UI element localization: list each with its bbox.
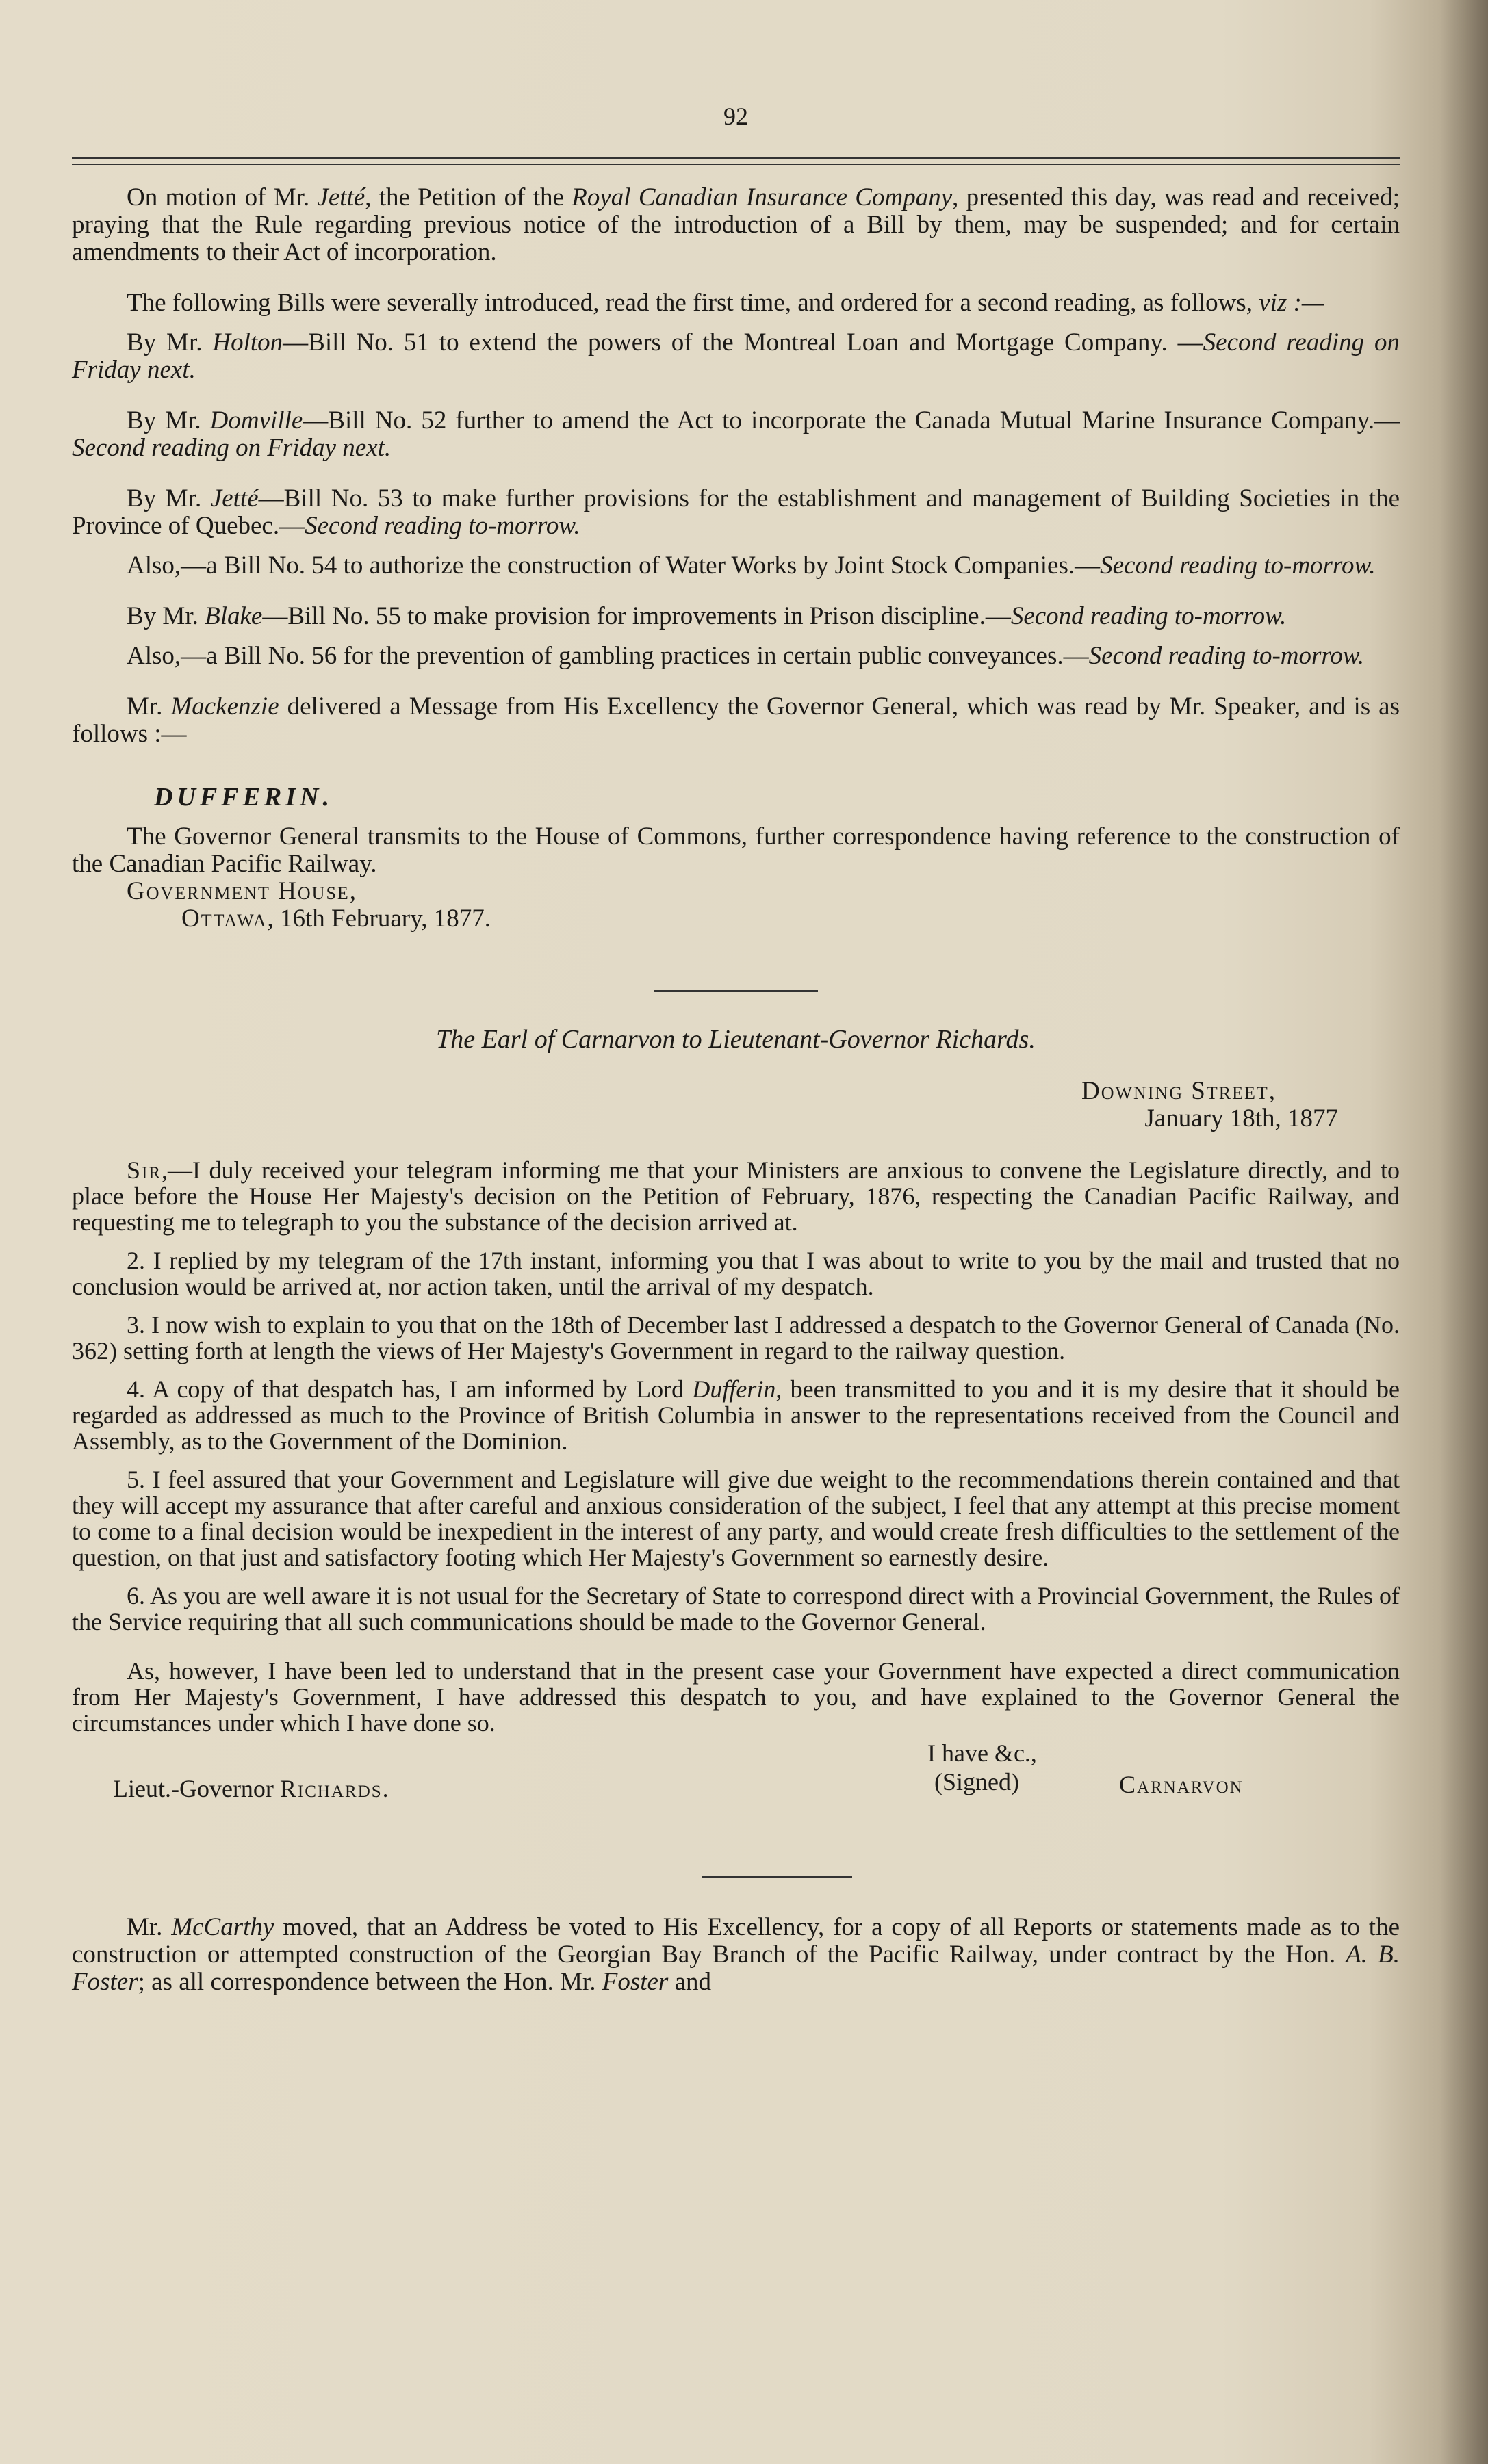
closing-recipient: Lieut.-Governor Richards. [113, 1775, 390, 1802]
letter-closing [72, 1740, 1400, 1829]
header-rule [72, 157, 1400, 165]
bill-52: By Mr. Domville—Bill No. 52 further to amend the Act to incorporate the Canada Mutual Marine Insurance Company.—Second reading on Friday next. [72, 406, 1400, 462]
bill-55: By Mr. Blake—Bill No. 55 to make provision for improvements in Prison discipline.—Second reading to-morrow. [127, 602, 1287, 630]
closing-signed: (Signed) [934, 1768, 1019, 1795]
signature-dufferin: DUFFERIN. [154, 783, 333, 812]
letter-paragraph-2: 2. I replied by my telegram of the 17th instant, informing you that I was about to write to you by the mail and trusted that no conclusion would be arrived at, nor action taken, until the arrival of my despatch. [72, 1247, 1400, 1300]
bill-51: By Mr. Holton—Bill No. 51 to extend the powers of the Montreal Loan and Mortgage Company. —Second reading on Friday next. [72, 328, 1400, 384]
letter-paragraph-1: Sir,—I duly received your telegram informing me that your Ministers are anxious to convene the Legislature directly, and to place before the House Her Majesty's decision on the Petition of February, 1876, respecting the Canadian Pacific Railway, and requesting me to telegraph to you the substance of the decision arrived at. [72, 1156, 1400, 1236]
letter-paragraph-5: 5. I feel assured that your Government and Legislature will give due weight to the recommendations therein contained and that they will accept my assurance that after careful and anxious consideration of the subject, I feel that any attempt at this precise moment to come to a final decision would be inexpedient in the interest of any party, and would create fresh difficulties to the settlement of the question, on that just and satisfactory footing which Her Majesty's Government so earnestly desire. [72, 1466, 1400, 1571]
letter-body [72, 1157, 1400, 1829]
page-number: 92 [723, 103, 748, 130]
letter-paragraph-4: 4. A copy of that despatch has, I am informed by Lord Dufferin, been transmitted to you and it is my desire that it should be regarded as addressed as much to the Province of British Columbia in answer to the representations received from the Council and Assembly, as to the Government of the Dominion. [72, 1375, 1400, 1455]
closing-have: I have &c., [927, 1739, 1037, 1767]
bill-54: Also,—a Bill No. 54 to authorize the construction of Water Works by Joint Stock Companies.—Second reading to-morrow. [127, 552, 1376, 580]
bill-53: By Mr. Jetté—Bill No. 53 to make further provisions for the establishment and management of Building Societies in the Province of Quebec.—Second reading to-morrow. [72, 484, 1400, 540]
page-content [72, 103, 1400, 1996]
section-separator [72, 971, 1400, 998]
letter-date: January 18th, 1877 [1144, 1104, 1338, 1132]
paragraph-transmit: The Governor General transmits to the House of Commons, further correspondence having reference to the construction of the Canadian Pacific Railway. [72, 822, 1400, 878]
closing-signature: Carnarvon [1119, 1771, 1244, 1798]
letter-paragraph-7: As, however, I have been led to understand that in the present case your Government have expected a direct communication from Her Majesty's Government, I have addressed this despatch to you, and have explained to the Governor General the circumstances under which I have done so. [72, 1657, 1400, 1737]
book-spine-shadow [1440, 0, 1488, 2464]
bill-56: Also,—a Bill No. 56 for the prevention of gambling practices in certain public conveyances.—Second reading to-morrow. [127, 642, 1365, 670]
letter-address: Downing Street, [1081, 1077, 1277, 1105]
ottawa-date: Ottawa, 16th February, 1877. [181, 905, 491, 933]
section-separator-2 [154, 1856, 1400, 1884]
paragraph-bills-intro: The following Bills were severally introduced, read the first time, and ordered for a second reading, as follows, viz :— [127, 289, 1324, 317]
government-house: Government House, [127, 877, 358, 905]
paragraph-message: Mr. Mackenzie delivered a Message from His Excellency the Governor General, which was read by Mr. Speaker, and is as follows :— [72, 692, 1400, 748]
letter-paragraph-3: 3. I now wish to explain to you that on the 18th of December last I addressed a despatch to the Governor General of Canada (No. 362) setting forth at length the views of Her Majesty's Government in regard to the railway question. [72, 1311, 1400, 1364]
letter-paragraph-6: 6. As you are well aware it is not usual for the Secretary of State to correspond direct with a Provincial Government, the Rules of the Service requiring that all such communications should be made to the Governor General. [72, 1582, 1400, 1635]
paragraph-petition: On motion of Mr. Jetté, the Petition of the Royal Canadian Insurance Company, presented this day, was read and received; praying that the Rule regarding previous notice of the introduction of a Bill by them, may be suspended; and for certain amendments to their Act of incorporation. [72, 183, 1400, 266]
paragraph-mccarthy: Mr. McCarthy moved, that an Address be voted to His Excellency, for a copy of all Reports or statements made as to the construction or attempted construction of the Georgian Bay Branch of the Pacific Railway, under contract by the Hon. A. B. Foster; as all correspondence between the Hon. Mr. Foster and [72, 1913, 1400, 1996]
letter-heading: The Earl of Carnarvon to Lieutenant-Governor Richards. [436, 1025, 1036, 1054]
